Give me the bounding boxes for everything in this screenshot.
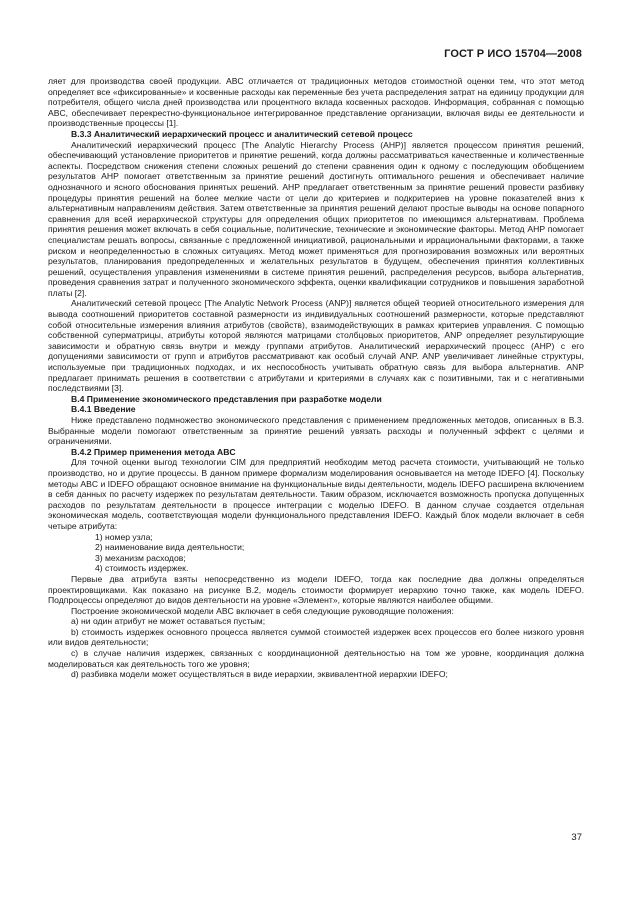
guideline-item: d) разбивка модели может осуществляться в виде иерархии, эквивалентной иерархии IDEFO; [71,669,448,680]
paragraph-continuation: ляет для производства своей продукции. ABC отличается от традиционных методов стоимостной оценки тем, что этот метод определяет все «фиксированные» и косвенные расходы как переменные без учета распределения затрат на единицу продукции для потребителя, общего числа дней производства или процентного вклада косвенных расходов. Информация, собранная с помощью ABC, обеспечивает перекрестно-функциональное интегрированное представление организации, включая виды ее деятельности и производственные процессы [1]. [48,76,584,129]
guideline-item: а) ни один атрибут не может оставаться пустым; [71,616,266,627]
guideline-item: с) в случае наличия издержек, связанных с координационной деятельностью на том же уровне, координация должна моделироваться как деятельность того же уровня; [48,648,584,669]
paragraph-guidelines-intro: Построение экономической модели ABC включает в себя следующие руководящие положения: [71,605,454,616]
list-item: 3) механизм расходов; [95,552,186,563]
section-heading-b33: В.3.3 Аналитический иерархический процесс и аналитический сетевой процесс [71,128,413,139]
paragraph-attributes: Первые два атрибута взяты непосредственно из модели IDEFO, тогда как последние два должны определяться проектировщиками. Как показано на рисунке В.2, модель стоимости формирует иерархию точно также, как модель IDEFO. Подпроцессы определяют до видов деятельности на уровне «Элемент», которые являются наиболее общими. [48,573,584,606]
paragraph-abc-example: Для точной оценки выгод технологии CIM для предприятий необходим метод расчета стоимости, учитывающий не только производство, но и другие процессы. В данном примере формализм моделирования основывается на методе IDEFO [4]. Поскольку методы ABC и IDEFO обращают основное внимание на функциональные виды деятельности, модель IDEFO расширена включением в себя данных по расчету издержек по результатам деятельности. Таким образом, исключается возможность пропуска допущенных расходов по результатам деятельности в процессе интеграции с моделью IDEFO. В данном случае создается отдельная экономическая модель, соответствующая модели функционального представления IDEFO. Каждый блок модели включает в себя четыре атрибута: [48,457,584,531]
section-heading-b4: В.4 Применение экономического представления при разработке модели [71,393,382,404]
section-heading-b41: В.4.1 Введение [71,404,136,415]
page-body [48,76,584,680]
page-number: 37 [571,832,582,843]
paragraph-intro: Ниже представлено подмножество экономического представления с применением предложенных методов, описанных в В.3. Выбранные модели помогают ответственным за принятие решений увязать расходы и полученный эффект с целями и ограничениями. [48,415,584,447]
standard-header: ГОСТ Р ИСО 15704—2008 [444,48,582,60]
paragraph-ahp: Аналитический иерархический процесс [The Analytic Hierarchy Process (AHP)] является процессом принятия решений, обеспечивающий установление приоритетов и принятие решений, когда должны рассматриваться качественные и количественные аспекты. Посредством снижения степени сложных решений до степени сравнения один к одному с последующим обобщением результатов AHP помогает ответственным за принятие решений достигнуть оптимального решения и обеспечивает наличие однозначного и ясного обоснования принятых решений. AHP предлагает ответственным за принятие решений провести разбивку процедуры принятия решений на более мелкие части от цели до критериев и подкритериев на уровне показателей вниз к альтернативным направлениям действия. Затем ответственные за принятия решений делают простые выводы на основе попарного сравнения для всей иерархической структуры для определения общих приоритетов по имеющимся альтернативам. Проблема принятия решения может включать в себя социальные, политические, технические и экономические факторы. Метод AHP помогает специалистам решать вопросы, связанные с предложенной инициативой, рациональными и иррациональными факторами, а также риском и неопределенностью в сложных ситуациях. Метод может применяться для прогнозирования возможных или вероятных результатов, планирования предопределенных и желательных результатов в будущем, обеспечения принятия коллективных решений, осуществления управления изменениями в системе принятия решений, распределения ресурсов, выбора альтернатив, проведения сравнения затрат и полученного экономического эффекта, оценки квалификации сотрудников и повышения заработной платы [2]. [48,139,584,298]
guideline-item: b) стоимость издержек основного процесса является суммой стоимостей издержек всех процессов его более низкого уровня или видов деятельности; [48,626,584,648]
list-item: 4) стоимость издержек. [95,563,189,574]
list-item: 1) номер узла; [95,531,153,542]
paragraph-anp: Аналитический сетевой процесс [The Analytic Network Process (ANP)] является общей теорией относительного измерения для вывода соотношений приоритетов составной размерности из индивидуальных соотношений размерности, которые представляют собой относительные измерения влияния атрибутов (свойств), взаимодействующих в рамках критериев управления. С помощью собственной суперматрицы, атрибуты которой являются матрицами столбцовых приоритетов, ANP определяет результирующие зависимости и обратную связь внутри и между группами атрибутов. Аналитический иерархический процесс (AHP) с его допущениями зависимости от групп и атрибутов рассматривают как особый случай ANP. ANP увеличивает линейные структуры, используемые при традиционных подходах, и их неспособность учитывать обратную связь для выбора альтернатив. ANP предлагает принимать решения в соответствии с атрибутами и критериями в случаях как с позитивными, так и с негативными последствиями [3]. [48,298,584,394]
list-item: 2) наименование вида деятельности; [95,542,245,553]
section-heading-b42: В.4.2 Пример применения метода ABC [71,446,236,457]
